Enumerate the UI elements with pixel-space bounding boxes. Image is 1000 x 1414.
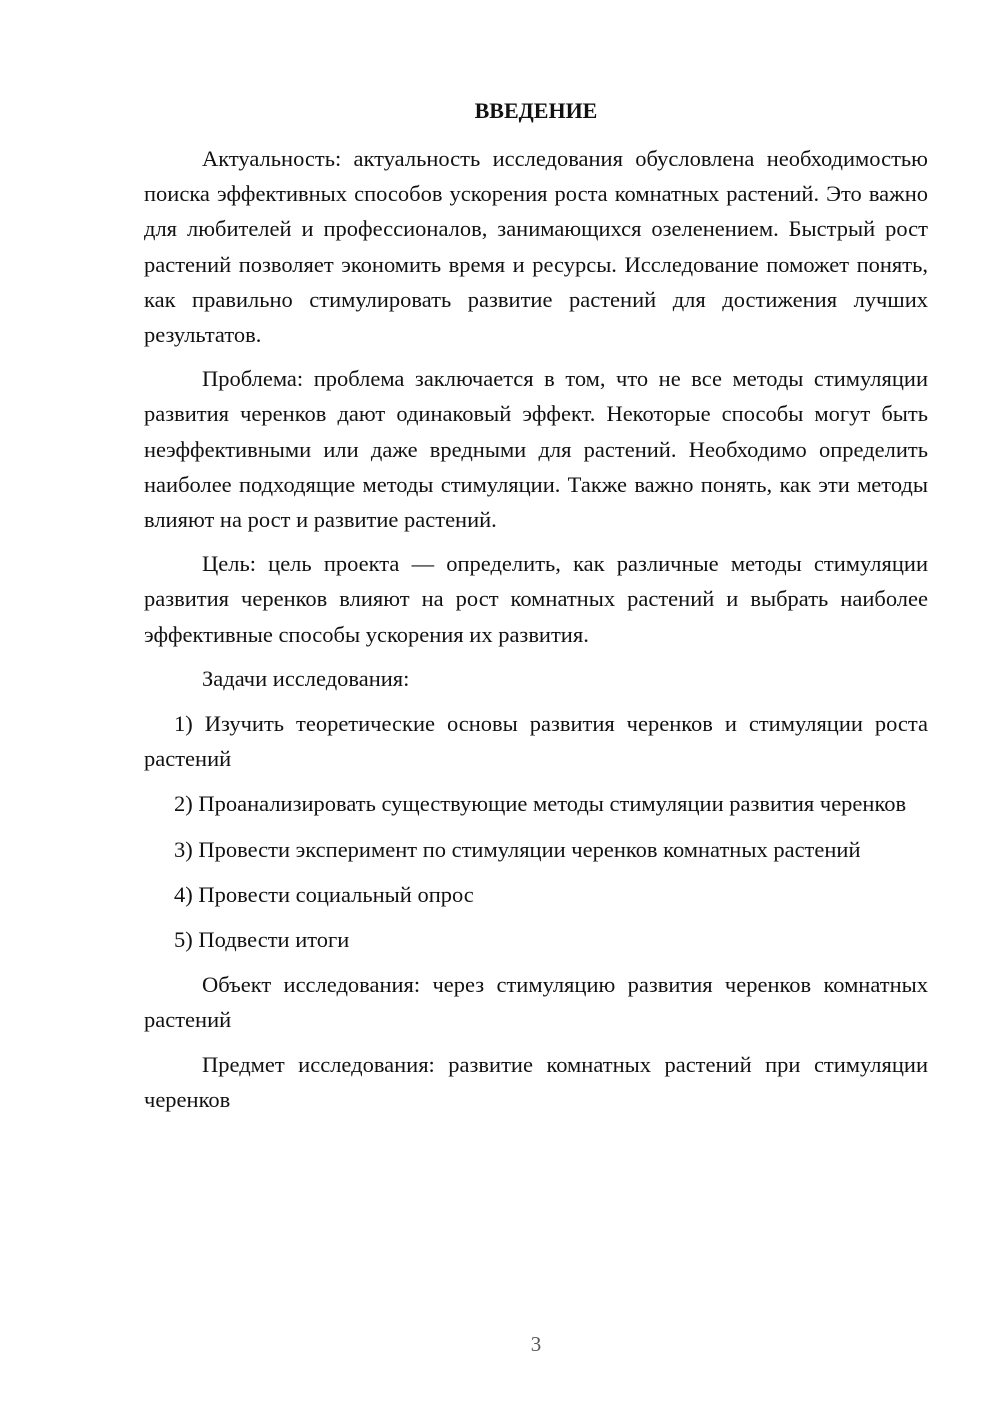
goal-paragraph: Цель: цель проекта — определить, как различные методы стимуляции развития черенков влияют на рост комнатных растений и выбрать наиболее эффективные способы ускорения их развития. [144,551,928,647]
task-item: 5) Подвести итоги [174,927,350,953]
task-item: 1) Изучить теоретические основы развития черенков и стимуляции роста растений [144,711,928,772]
task-item: 2) Проанализировать существующие методы стимуляции развития черенков [174,791,907,817]
task-item: 3) Провести эксперимент по стимуляции черенков комнатных растений [174,836,861,862]
problem-paragraph: Проблема: проблема заключается в том, что не все методы стимуляции развития черенков дают одинаковый эффект. Некоторые способы могут быть неэффективными или даже вредными для растений. Необходимо определить наиболее подходящие методы стимуляции. Также важно понять, как эти методы влияют на рост и развитие растений. [144,366,928,533]
tasks-list [144,706,928,957]
subject-paragraph: Предмет исследования: развитие комнатных растений при стимуляции черенков [144,1051,928,1112]
task-item: 4) Провести социальный опрос [174,881,474,907]
relevance-paragraph: Актуальность: актуальность исследования обусловлена необходимостью поиска эффективных способов ускорения роста комнатных растений. Это важно для любителей и профессионалов, занимающихся озеленением. Быстрый рост растений позволяет экономить время и ресурсы. Исследование поможет понять, как правильно стимулировать развитие растений для достижения лучших результатов. [144,146,928,348]
section-heading: ВВЕДЕНИЕ [474,98,598,123]
page-content [144,93,928,1126]
object-paragraph: Объект исследования: через стимуляцию развития черенков комнатных растений [144,972,928,1033]
page-number: 3 [530,1332,542,1356]
tasks-heading: Задачи исследования: [202,665,410,691]
